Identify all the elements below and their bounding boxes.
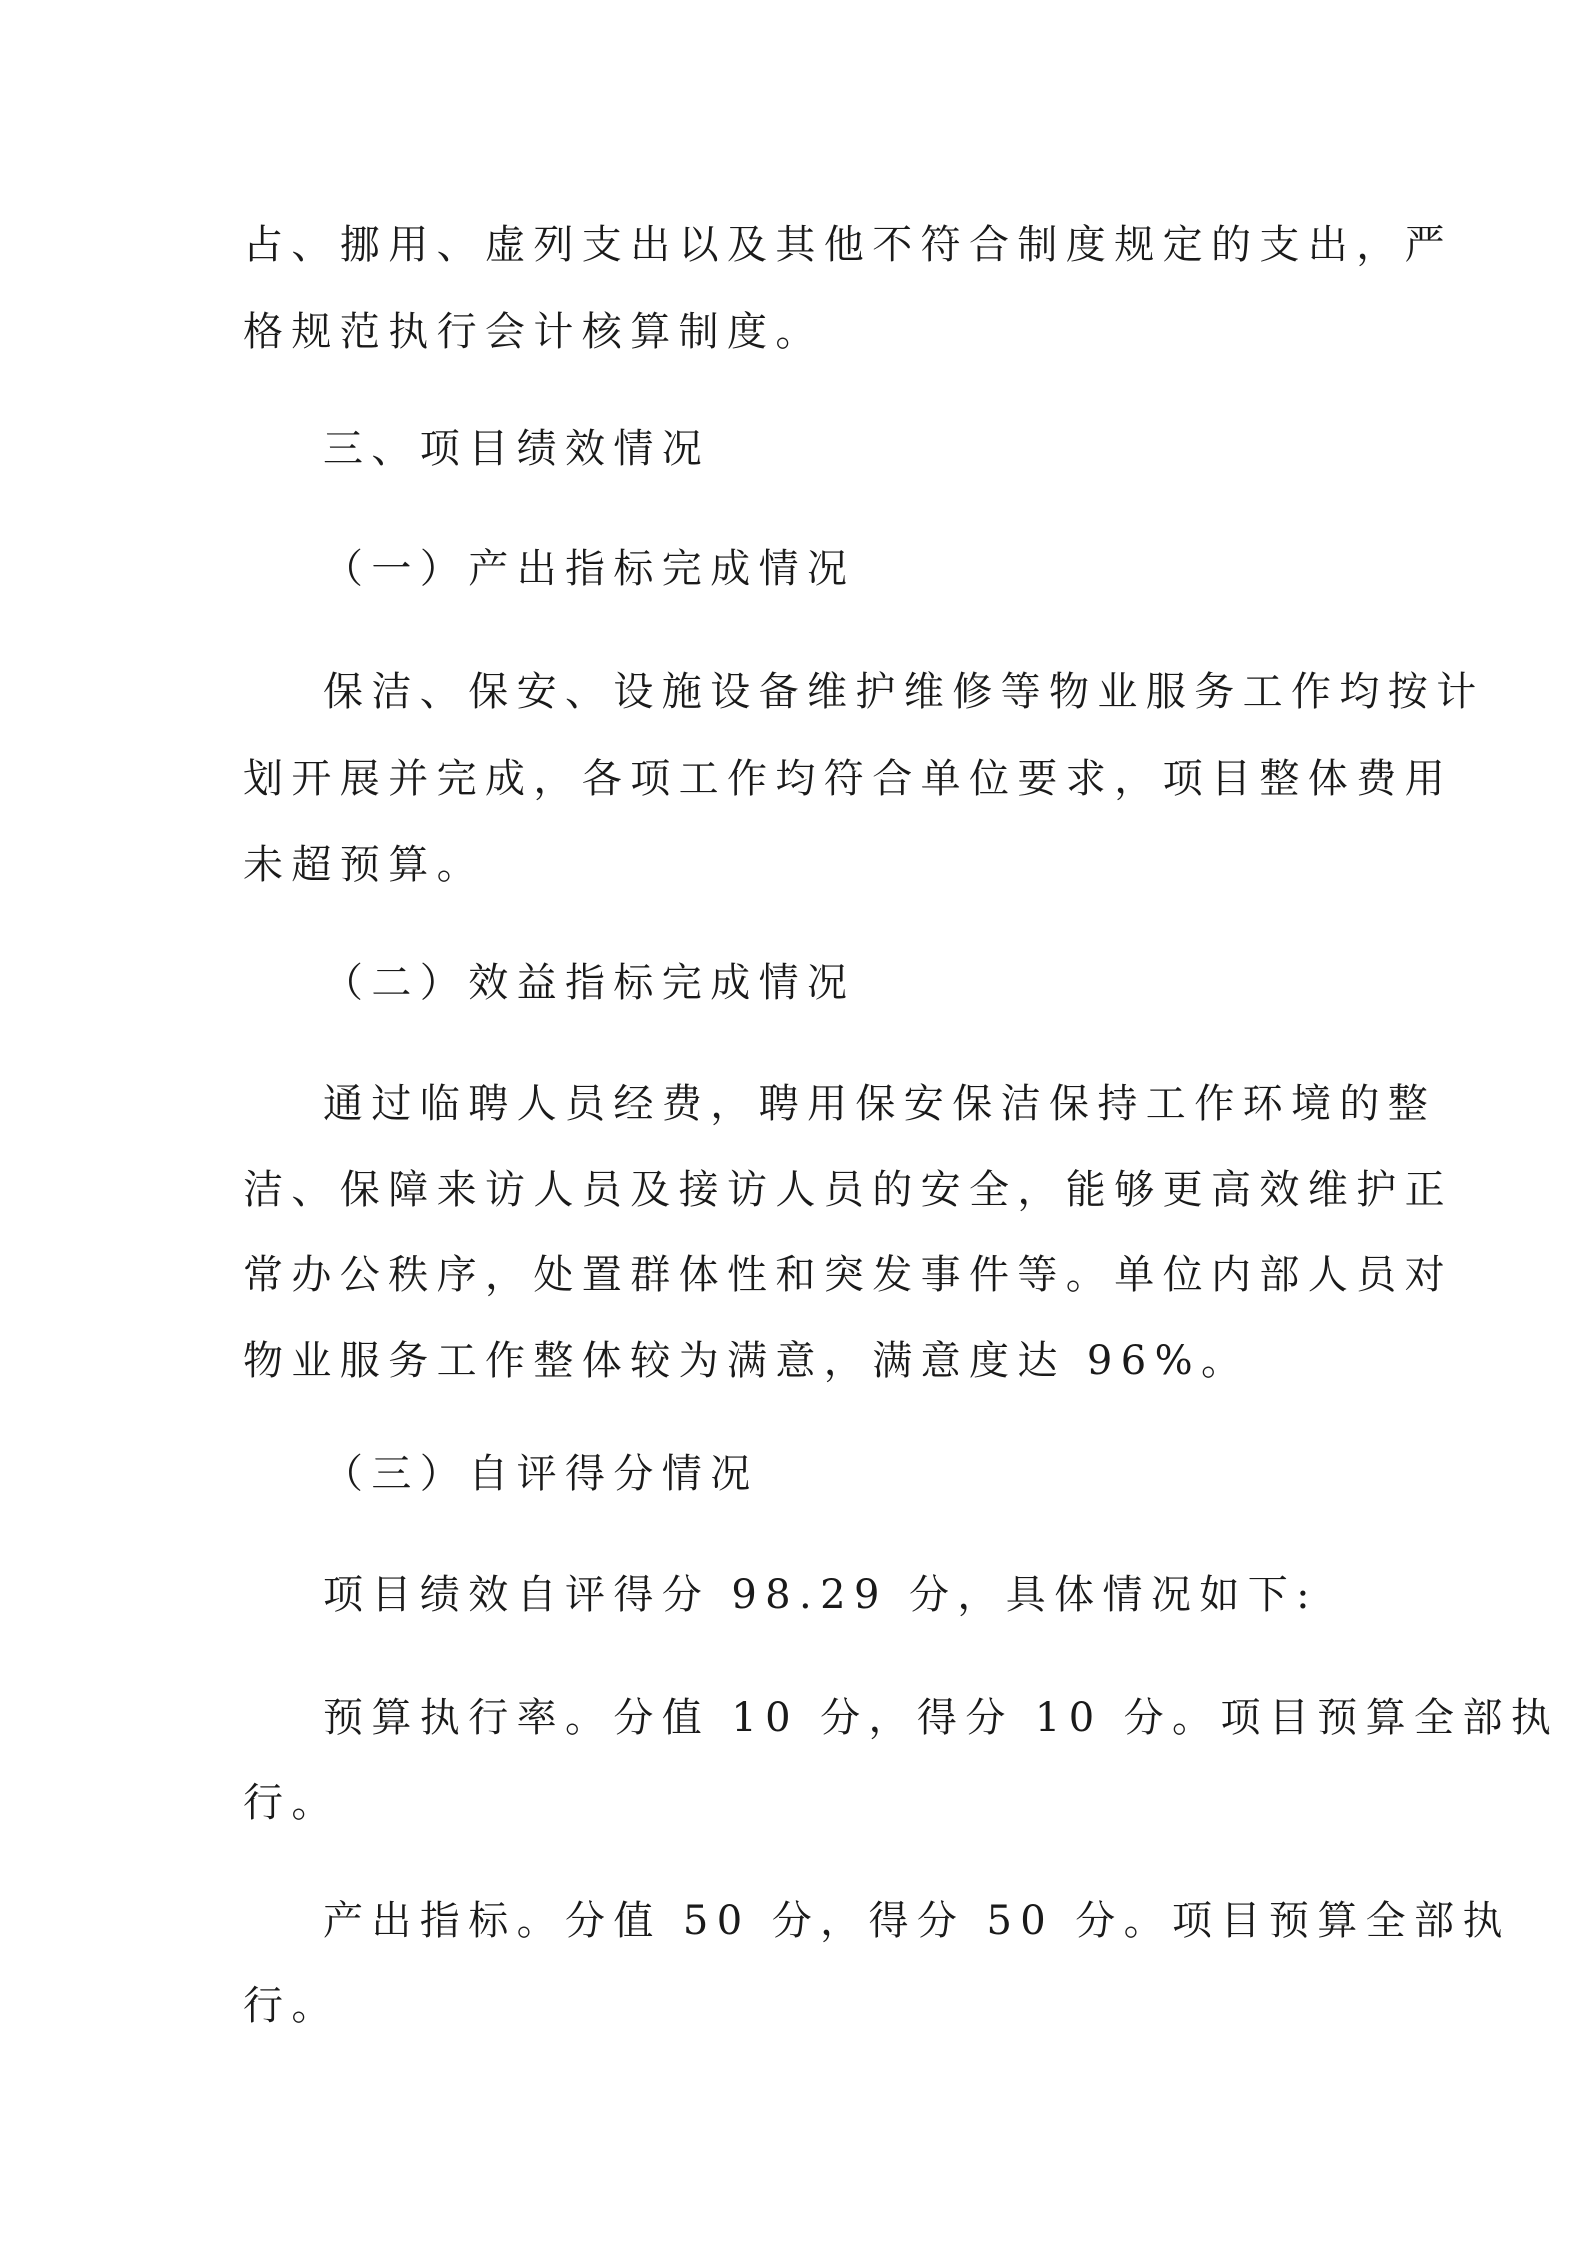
body-text-line: 未超预算。 bbox=[243, 842, 485, 888]
subsection-heading: （一）产出指标完成情况 bbox=[323, 546, 856, 592]
body-text-line: 预算执行率。分值 10 分，得分 10 分。项目预算全部执 bbox=[323, 1695, 1560, 1741]
body-text-line: 占、挪用、虚列支出以及其他不符合制度规定的支出，严 bbox=[243, 222, 1453, 268]
body-text-line: 产出指标。分值 50 分，得分 50 分。项目预算全部执 bbox=[323, 1898, 1511, 1944]
body-text-line: 通过临聘人员经费，聘用保安保洁保持工作环境的整 bbox=[323, 1081, 1437, 1127]
subsection-heading: （二）效益指标完成情况 bbox=[323, 960, 856, 1006]
body-text-line: 保洁、保安、设施设备维护维修等物业服务工作均按计 bbox=[323, 669, 1485, 715]
section-heading: 三、项目绩效情况 bbox=[323, 426, 711, 472]
body-text-line: 行。 bbox=[243, 1780, 340, 1826]
body-text-line: 常办公秩序，处置群体性和突发事件等。单位内部人员对 bbox=[243, 1252, 1453, 1298]
body-text-line: 划开展并完成，各项工作均符合单位要求，项目整体费用 bbox=[243, 756, 1453, 802]
body-text-line: 洁、保障来访人员及接访人员的安全，能够更高效维护正 bbox=[243, 1167, 1453, 1213]
subsection-heading: （三）自评得分情况 bbox=[323, 1451, 759, 1497]
body-text-line: 项目绩效自评得分 98.29 分，具体情况如下: bbox=[323, 1572, 1319, 1618]
body-text-line: 行。 bbox=[243, 1983, 340, 2029]
body-text-line: 格规范执行会计核算制度。 bbox=[243, 309, 824, 355]
body-text-line: 物业服务工作整体较为满意，满意度达 96%。 bbox=[243, 1338, 1250, 1384]
